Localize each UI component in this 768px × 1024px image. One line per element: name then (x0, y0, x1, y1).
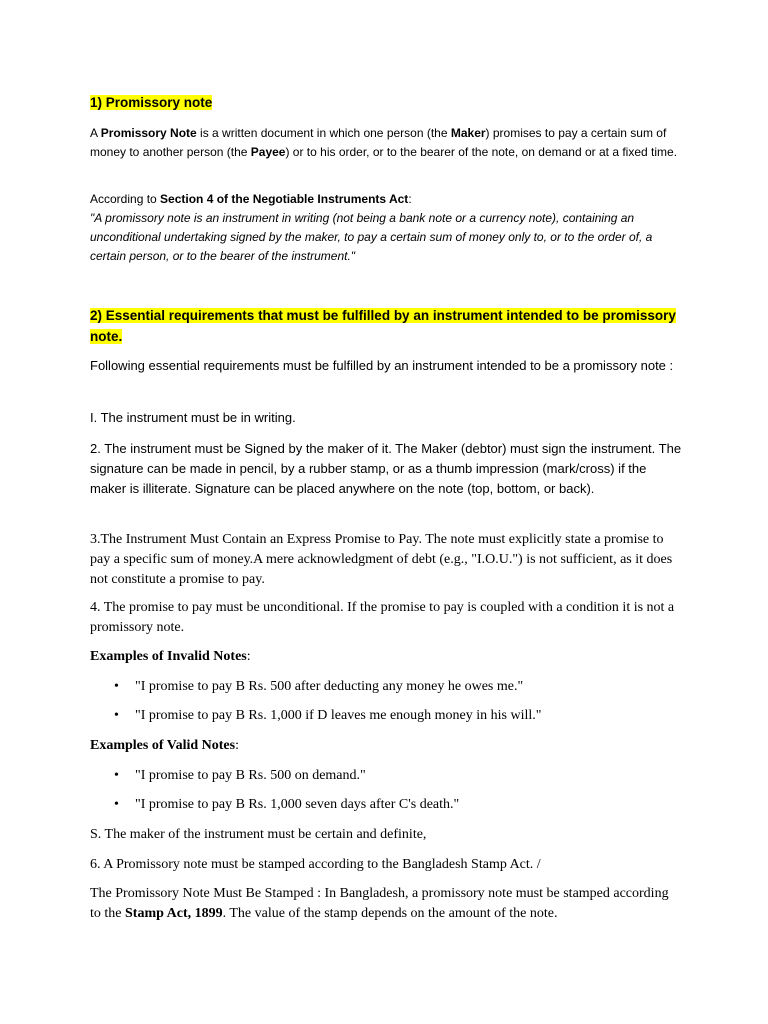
term-promissory-note: Promissory Note (100, 126, 197, 140)
stamp-act-reference: Stamp Act, 1899 (125, 906, 223, 921)
according-to-line: According to Section 4 of the Negotiable Instruments Act: (90, 192, 412, 206)
section-2-intro: Following essential requirements must be fulfilled by an instrument intended to be a promissory note : (90, 358, 674, 373)
bullet-icon: • (114, 768, 119, 783)
section-1-heading: 1) Promissory note (90, 95, 213, 110)
requirement-3: 3.The Instrument Must Contain an Express Promise to Pay. The note must explicitly state a promise to pay a specific sum of money.A mere acknowledgment of debt (e.g., "I.O.U.") is not sufficient, as it does not constitute a promise to pay. (90, 532, 673, 587)
requirement-5: S. The maker of the instrument must be certain and definite, (90, 827, 427, 842)
definition-quote: "A promissory note is an instrument in writing (not being a bank note or a currency note), containing an unconditional undertaking signed by the maker, to pay a certain sum of money only to, or to the order of, a certain person, or to the bearer of the instrument." (90, 211, 653, 263)
valid-example: "I promise to pay B Rs. 1,000 seven days after C's death." (135, 797, 460, 812)
act-reference: Section 4 of the Negotiable Instruments Act (160, 192, 409, 206)
section-1-intro: A Promissory Note is a written document in which one person (the Maker) promises to pay a certain sum of money to another person (the Payee) or to his order, or to the bearer of the note, on demand or at a fixed time. (90, 126, 678, 159)
invalid-example: "I promise to pay B Rs. 1,000 if D leaves me enough money in his will." (135, 708, 542, 723)
stamp-paragraph: The Promissory Note Must Be Stamped : In Bangladesh, a promissory note must be stamped according to the Stamp Act, 1899. The value of the stamp depends on the amount of the note. (90, 886, 669, 921)
bullet-icon: • (114, 708, 119, 723)
bullet-icon: • (114, 679, 119, 694)
requirement-6: 6. A Promissory note must be stamped according to the Bangladesh Stamp Act. / (90, 857, 541, 872)
valid-example: "I promise to pay B Rs. 500 on demand." (135, 768, 366, 783)
valid-notes-heading: Examples of Valid Notes: (90, 738, 239, 753)
term-maker: Maker (450, 126, 486, 140)
term-payee: Payee (250, 145, 286, 159)
requirement-1: I. The instrument must be in writing. (90, 410, 296, 425)
requirement-2: 2. The instrument must be Signed by the maker of it. The Maker (debtor) must sign the instrument. The signature can be made in pencil, by a rubber stamp, or as a thumb impression (mark/cross) if the maker is illiterate. Signature can be placed anywhere on the note (top, bottom, or back). (90, 441, 682, 496)
requirement-4: 4. The promise to pay must be unconditional. If the promise to pay is coupled with a condition it is not a promissory note. (90, 600, 675, 635)
invalid-example: "I promise to pay B Rs. 500 after deducting any money he owes me." (135, 679, 524, 694)
invalid-notes-heading: Examples of Invalid Notes: (90, 649, 251, 664)
bullet-icon: • (114, 797, 119, 812)
section-2-heading: 2) Essential requirements that must be fulfilled by an instrument intended to be promissory note. (90, 308, 676, 344)
